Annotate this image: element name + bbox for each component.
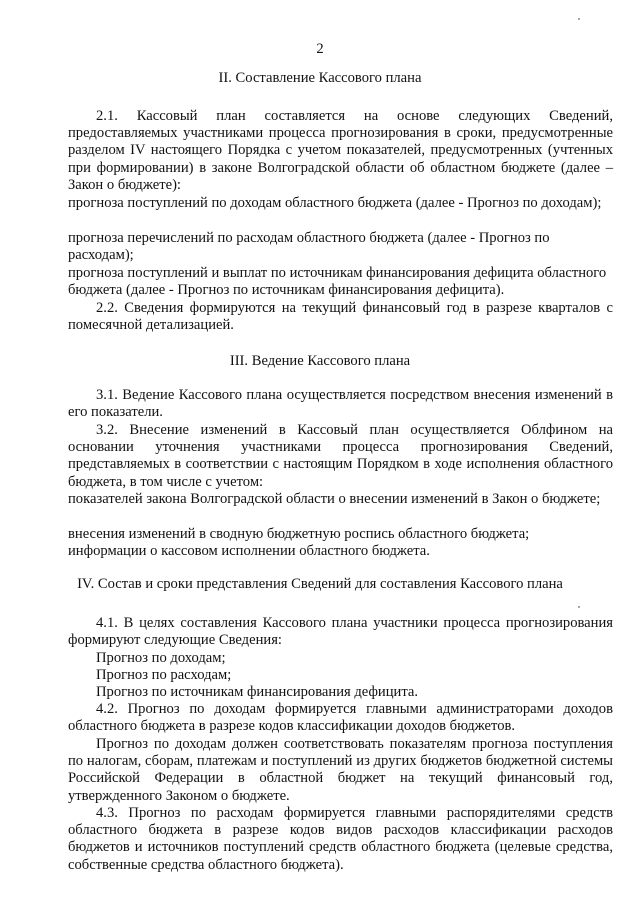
- paragraph-4-3: 4.3. Прогноз по расходам формируется главными распорядителями средств областного бюджета в разрезе кодов видов расходов классификации расходов бюджетов и источников поступлений средств областного бюджета (целевые средства, собственные средства областного бюджета).: [68, 805, 613, 873]
- scan-speck: [578, 606, 580, 608]
- paragraph-3-2: 3.2. Внесение изменений в Кассовый план осуществляется Облфином на основании уточнения участниками процесса прогнозирования Сведений, представляемых в соответствии с настоящим Порядком в ходе исполнения областного бюджета, в том числе с учетом:: [68, 422, 613, 490]
- scan-speck: [578, 18, 580, 20]
- section-heading-iii: III. Ведение Кассового плана: [229, 353, 411, 369]
- page-number: 2: [316, 41, 324, 57]
- list-item-text: внесения изменений в сводную бюджетную роспись областного бюджета;: [68, 526, 530, 542]
- list-item-text: Прогноз по источникам финансирования дефицита.: [96, 684, 419, 700]
- list-item-deficit-forecast: [68, 265, 613, 299]
- list-item-cash-execution: [68, 543, 613, 560]
- section-heading-ii: II. Составление Кассового плана: [218, 70, 422, 86]
- paragraph-4-1: 4.1. В целях составления Кассового плана участники процесса прогнозирования формируют следующие Сведения:: [68, 615, 613, 649]
- list-item-text: прогноза перечислений по расходам областного бюджета (далее - Прогноз по расходам);: [68, 230, 550, 264]
- paragraph-4-2: 4.2. Прогноз по доходам формируется главными администраторами доходов областного бюджета в разрезе кодов классификации доходов бюджетов.: [68, 701, 613, 735]
- list-item-forecast-expense: [96, 667, 613, 684]
- list-item-text: прогноза поступлений по доходам областного бюджета (далее - Прогноз по доходам);: [68, 195, 602, 211]
- list-item-text: показателей закона Волгоградской области о внесении изменений в Закон о бюджете;: [68, 491, 601, 507]
- list-item-text: информации о кассовом исполнении областного бюджета.: [68, 543, 430, 559]
- paragraph-revenue-forecast-requirements: Прогноз по доходам должен соответствовать показателям прогноза поступления по налогам, сборам, платежам и поступлений из других бюджетов бюджетной системы Российской Федерации в областной бюджет на текущий финансовый год, утвержденного Законом о бюджете.: [68, 736, 613, 804]
- list-item-forecast-revenue: [96, 650, 613, 667]
- paragraph-2-1: 2.1. Кассовый план составляется на основе следующих Сведений, предоставляемых участниками процесса прогнозирования в сроки, предусмотренные разделом IV настоящего Порядка с учетом показателей, предусмотренных (учтенных при формировании) в законе Волгоградской области об областном бюджете (далее – Закон о бюджете):: [68, 108, 613, 193]
- paragraph-2-2: 2.2. Сведения формируются на текущий финансовый год в разрезе кварталов с помесячной детализацией.: [68, 300, 613, 334]
- section-heading-iv: IV. Состав и сроки представления Сведений для составления Кассового плана: [77, 576, 563, 592]
- paragraph-3-1: 3.1. Ведение Кассового плана осуществляется посредством внесения изменений в его показатели.: [68, 387, 613, 421]
- list-item-expense-forecast: [68, 230, 613, 264]
- list-item-budget-list-changes: [68, 526, 613, 543]
- list-item-text: прогноза поступлений и выплат по источникам финансирования дефицита областного бюджета (далее - Прогноз по источникам финансирования дефицита).: [68, 265, 607, 299]
- list-item-law-changes: [68, 491, 613, 508]
- list-item-forecast-deficit: [96, 684, 613, 701]
- list-item-text: Прогноз по доходам;: [96, 650, 226, 666]
- list-item-text: Прогноз по расходам;: [96, 667, 232, 683]
- list-item-revenue-forecast: [68, 195, 613, 212]
